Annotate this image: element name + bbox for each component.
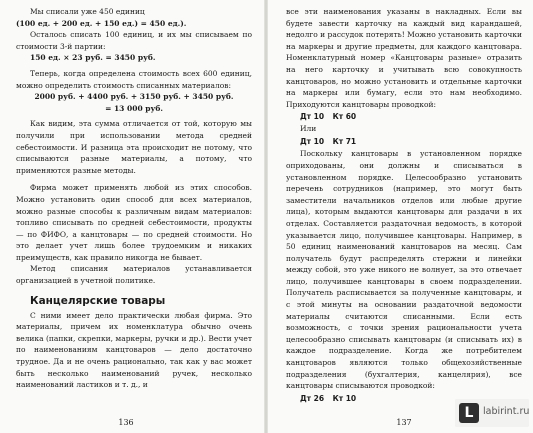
formula-2: 2000 руб. + 4400 руб. + 3150 руб. + 3450 руб. = 13 000 руб. — [34, 92, 234, 113]
left-p4: Теперь, когда определена стоимость всех 600 единиц, можно определить стоимость списанных материалов: — [16, 68, 252, 90]
left-p8: С ними имеет дело практически любая фирма. Это материалы, причем их номенклатура обычно очень велика (папки, скрепки, маркеры, ручки и др.). Вести учет по наименованиям канцтоваров — дело достаточно трудное. Да и не очень рационально, так как у вас может быть несколько наименований ручек, несколько наименований ластиков и т. д., и — [16, 310, 252, 390]
entry-1-credit: Кт 60 — [332, 112, 357, 122]
page-number-left: 136 — [118, 418, 134, 427]
entry-3-debit: Дт 26 — [300, 393, 325, 403]
right-page — [286, 6, 522, 433]
right-p2: Поскольку канцтовары в установленном порядке оприходованы, они должны и списываться в установленном порядке. Целесообразно установить перечень сотрудников (например, это могут быть заместители начальников отделов или любые другие лица), которым выдаются канцтовары для раздачи в их отделах. Составляется раздаточная ведомость, в которой указывается лицо, получившее канцтовары. Например, в 50 единиц наименований канцтоваров на месяц. Сам получатель будут распределять стержни и линейки между собой, это уже никого не волнует, за это отвечает лицо, получившее канцтовары в своем подразделении. Получатель расписывается за полученные канцтовары, и с этой минуты на основании раздаточной ведомости материалы считаются списанными. Если есть возможность, с точки зрения рациональности учета целесообразно списывать канцтовары (и списывать их) в каждое подразделение. Когда же потребителем канцтоваров являются только общехозяйственные подразделения (бухгалтерия, канцелярия), все канцтовары списываются проводкой: — [286, 149, 522, 391]
accounting-entry-1 — [300, 110, 522, 123]
section-heading: Канцелярские товары — [30, 294, 166, 307]
left-p3: Осталось списать 100 единиц, и их мы списываем по стоимости 3-й партии: — [16, 30, 252, 51]
left-p6: Фирма может применять любой из этих способов. Можно установить один способ для всех материалов, можно разные способы к различным видам материалов: топливо списывать по средней себестоимости, продукты — по ФИФО, а канцтовары — по средней стоимости. Но это делает учет лишь более трудоемким и никаких преимуществ, как правило никогда не бывает. — [16, 183, 252, 262]
entry-2-credit: Кт 71 — [332, 137, 357, 147]
page-number-right: 137 — [396, 418, 412, 427]
book-gutter — [264, 0, 268, 433]
formula-1: 150 ед. × 23 руб. = 3450 руб. — [30, 53, 156, 63]
entry-3-credit: Кт 10 — [332, 393, 357, 403]
left-p5: Как видим, эта сумма отличается от той, которую мы получили при использовании метода средней себестоимости. И разница эта происходит не потому, что списываются разные материалы, а потому, что применяются разные методы. — [16, 119, 252, 175]
left-page — [16, 6, 252, 433]
watermark-text: labirint.ru — [483, 406, 530, 417]
entry-2-debit: Дт 10 — [300, 137, 325, 147]
entry-1-debit: Дт 10 — [300, 112, 325, 122]
left-p1: Мы списали уже 450 единиц — [30, 7, 145, 16]
left-p2: (100 ед. + 200 ед. + 150 ед.) = 450 ед.). — [16, 18, 187, 28]
left-p7: Метод списания материалов устанавливается организацией в учетной политике. — [16, 264, 252, 286]
accounting-entry-2 — [300, 135, 522, 148]
right-p1: все эти наименования указаны в накладных. Если вы будете завести карточку на каждый вид карандашей, недолго и рассудок потерять! Можно установить карточки на маркеры и другие предметы, для каждого канцтовара. Номенклатурный номер «Канцтовары разные» отразить на него карточку и учитывать всю совокупность канцтоваров, но можно установить и отдельные карточки на маркеры или бумагу, если это нам необходимо. Приходуются канцтовары проводкой: — [286, 7, 522, 109]
labirint-logo-icon: L — [459, 403, 479, 423]
or-text: Или — [300, 124, 317, 134]
watermark — [455, 399, 529, 427]
